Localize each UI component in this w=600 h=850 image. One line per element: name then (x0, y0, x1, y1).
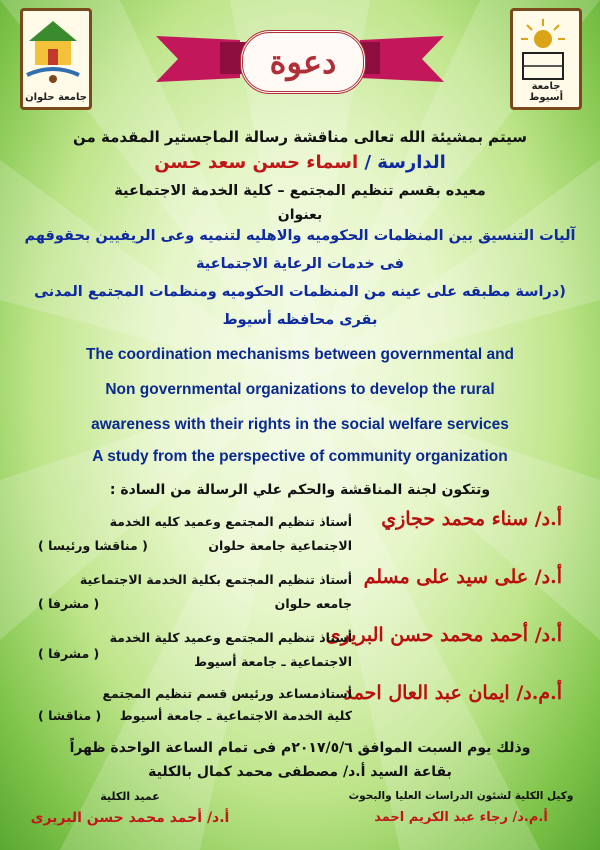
invitation-title: دعوة (240, 30, 366, 94)
member-role: أستاذمساعد ورئيس قسم تنظيم المجتمع (102, 686, 352, 701)
right-logo-text: جامعة أسيوط (529, 81, 563, 103)
member-institution: الاجتماعية ـ جامعة أسيوط (194, 654, 352, 669)
dean-name: أ.د/ أحمد محمد حسن البريرى (30, 810, 230, 826)
member-name: أ.د/ أحمد محمد حسن البريرى (325, 624, 562, 646)
member-capacity: ( مشرفا ) (38, 596, 100, 611)
thesis-ar-line-3: (دراسة مطبقه على عينه من المنظمات الحكوميه ومنظمات المجتمع المدنى (34, 284, 566, 300)
researcher-label: الدارسة / (364, 152, 446, 173)
member-role: أستاذ تنظيم المجتمع وعميد كليه الخدمة (109, 514, 352, 529)
thesis-ar-line-1: آليات التنسيق بين المنظمات الحكوميه والاهليه لتنميه وعى الريفيين بحقوقهم (24, 228, 576, 244)
vice-dean-name: أ.م.د/ رجاء عبد الكريم احمد (374, 810, 548, 825)
house-emblem-icon (23, 15, 83, 85)
thesis-ar-line-4: بقرى محافظه أسيوط (222, 312, 378, 328)
thesis-en-line-2: Non governmental organizations to develop the rural (105, 381, 495, 398)
thesis-ar-line-2: فى خدمات الرعاية الاجتماعية (195, 256, 405, 272)
member-role: أستاذ تنظيم المجتمع وعميد كلية الخدمة (109, 630, 352, 645)
member-role: أستاذ تنظيم المجتمع بكلية الخدمة الاجتماعية (79, 572, 352, 587)
schedule-date: وذلك يوم السبت الموافق ٢٠١٧/٥/٦م فى تمام الساعة الواحدة ظهراً (69, 740, 531, 756)
member-name: أ.د/ على سيد على مسلم (363, 566, 562, 588)
member-institution: جامعه حلوان (274, 596, 352, 611)
member-name: أ.د/ سناء محمد حجازي (381, 508, 562, 530)
thesis-en-line-4: A study from the perspective of community organization (92, 448, 508, 465)
vice-dean-title: وكيل الكلية لشئون الدراسات العليا والبحوث (348, 790, 574, 802)
member-institution: الاجتماعية جامعة حلوان (208, 538, 352, 553)
committee-member (38, 508, 562, 558)
researcher-position: معيده بقسم تنظيم المجتمع – كلية الخدمة الاجتماعية (114, 183, 486, 199)
member-capacity: ( مناقشا ورئيسا ) (38, 538, 148, 553)
intro-text: سيتم بمشيئة الله تعالى مناقشة رسالة الماجستير المقدمة من (73, 128, 527, 146)
researcher-name: اسماء حسن سعد حسن (154, 152, 359, 173)
committee-member (38, 682, 562, 732)
left-logo-text: جامعة حلوان (25, 92, 87, 103)
assiut-university-logo (510, 8, 582, 110)
committee-member (38, 624, 562, 674)
titled-label: بعنوان (277, 207, 323, 223)
committee-list (38, 508, 562, 728)
researcher-line (0, 152, 600, 173)
member-name: أ.م.د/ ايمان عبد العال احمد (343, 682, 562, 704)
member-institution: كلية الخدمة الاجتماعية ـ جامعة أسيوط (119, 708, 352, 723)
committee-intro: وتتكون لجنة المناقشة والحكم علي الرسالة من السادة : (109, 482, 491, 498)
sun-emblem-icon (513, 15, 573, 85)
member-capacity: ( مناقشا ) (38, 708, 102, 723)
helwan-university-logo (20, 8, 92, 110)
thesis-en-line-3: awareness with their rights in the social welfare services (91, 416, 509, 433)
member-capacity: ( مشرفا ) (38, 646, 100, 661)
dean-title: عميد الكلية (100, 790, 160, 803)
committee-member (38, 566, 562, 616)
schedule-venue: بقاعة السيد أ.د/ مصطفى محمد كمال بالكلية (148, 764, 452, 780)
thesis-en-line-1: The coordination mechanisms between governmental and (85, 346, 515, 363)
